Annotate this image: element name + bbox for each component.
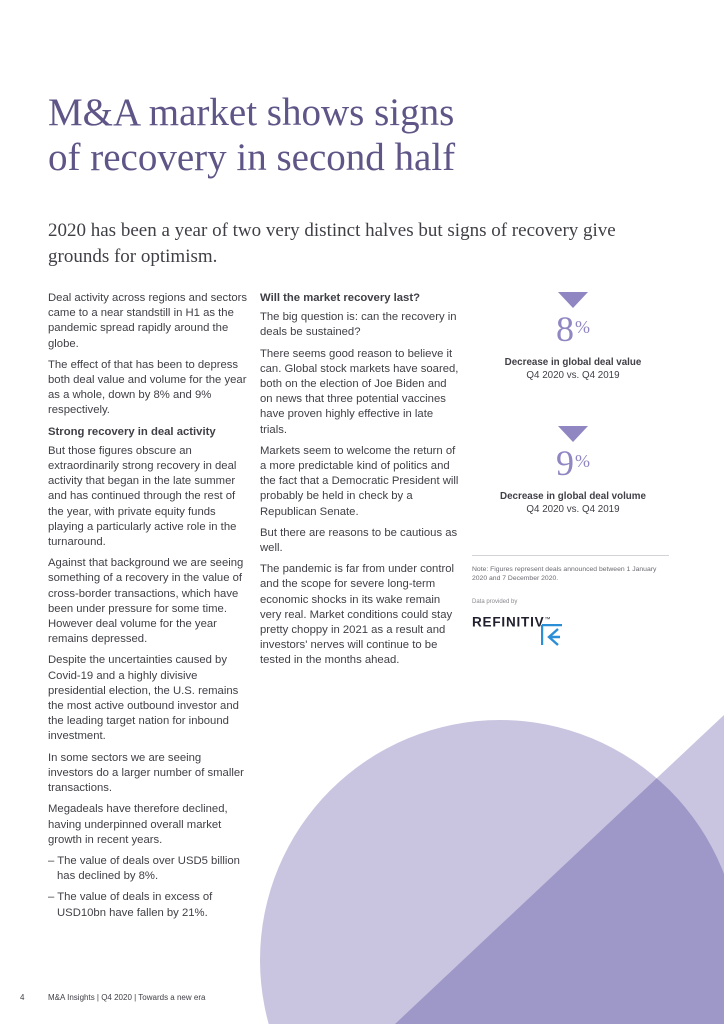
page-subtitle: 2020 has been a year of two very distinct halves but signs of recovery give grounds for optimism. bbox=[48, 220, 616, 267]
paragraph: The pandemic is far from under control and the scope for severe long-term economic shocks in its wake remain very real. Market conditions could stay pretty choppy in 2021 as a result and investors' nerves will continue to be tested in the months ahead. bbox=[260, 563, 455, 667]
stat-unit: % bbox=[575, 317, 590, 337]
paragraph: Despite the uncertainties caused by Covid-19 and a highly divisive presidential election, the U.S. remains the most active outbound investor and the leading target nation for inbound investment. bbox=[48, 654, 239, 743]
paragraph: Markets seem to welcome the return of a more predictable kind of politics and the fact that a Democratic President will probably be held in check by a Republican Senate. bbox=[260, 444, 459, 518]
down-triangle-icon bbox=[558, 292, 588, 308]
paragraph: The big question is: can the recovery in deals be sustained? bbox=[260, 311, 457, 339]
stat-label: Decrease in global deal value bbox=[504, 357, 642, 368]
data-note: Note: Figures represent deals announced between 1 January 2020 and 7 December 2020. bbox=[472, 566, 657, 582]
paragraph: But there are reasons to be cautious as well. bbox=[260, 526, 458, 555]
page-number: 4 bbox=[20, 993, 25, 1002]
stat-label: Decrease in global deal volume bbox=[500, 491, 646, 502]
stat-comparison: Q4 2020 vs. Q4 2019 bbox=[526, 370, 620, 381]
stat-comparison: Q4 2020 vs. Q4 2019 bbox=[526, 504, 620, 515]
paragraph: But those figures obscure an extraordinarily strong recovery in deal activity that began in the late summer and has continued through the rest of the year, with private equity funds playing a particularly active role in the turnaround. bbox=[48, 444, 237, 549]
paragraph: There seems good reason to believe it can. Global stock markets have soared, both on the election of Joe Biden and on news that three potential vaccines have proven highly effective in late trials. bbox=[260, 347, 459, 436]
stat-deal-value bbox=[478, 292, 668, 382]
stat-value: 9 bbox=[556, 443, 574, 483]
paragraph: Deal activity across regions and sectors came to a near standstill in H1 as the pandemic spread rapidly around the globe. bbox=[48, 292, 248, 350]
refinitiv-logo-text bbox=[472, 612, 551, 631]
stat-figure bbox=[478, 443, 668, 483]
note-divider bbox=[472, 555, 669, 556]
section-heading: Strong recovery in deal activity bbox=[48, 425, 216, 438]
footer-text: M&A Insights | Q4 2020 | Towards a new era bbox=[48, 993, 206, 1002]
bullet-item: – The value of deals in excess of USD10bn have fallen by 21%. bbox=[48, 891, 213, 919]
page-title-line-1: M&A market shows signs bbox=[48, 91, 455, 134]
page-title bbox=[48, 90, 455, 180]
section-heading: Will the market recovery last? bbox=[260, 292, 421, 304]
stat-deal-volume bbox=[478, 426, 668, 516]
refinitiv-logo-icon bbox=[541, 624, 563, 646]
page-title-line-2: of recovery in second half bbox=[48, 136, 456, 179]
bullet-item: – The value of deals over USD5 billion has declined by 8%. bbox=[48, 854, 240, 883]
down-triangle-icon bbox=[558, 426, 588, 442]
article-column-left bbox=[48, 291, 248, 927]
brand-name: REFINITIV bbox=[472, 614, 545, 630]
trademark-mark: ™ bbox=[544, 617, 552, 623]
paragraph: Megadeals have therefore declined, having underpinned overall market growth in recent years. bbox=[48, 803, 228, 846]
stat-unit: % bbox=[575, 451, 590, 471]
paragraph: The effect of that has been to depress both deal value and volume for the year as a whole, down by 8% and 9% respectively. bbox=[48, 358, 247, 417]
article-column-middle bbox=[260, 291, 460, 675]
paragraph: Against that background we are seeing something of a recovery in the value of cross-border transactions, which have been under pressure for some time. However deal volume for the year remains depressed. bbox=[48, 557, 244, 646]
data-provided-by: Data provided by bbox=[472, 599, 518, 605]
stat-figure bbox=[478, 309, 668, 349]
stat-value: 8 bbox=[556, 309, 574, 349]
paragraph: In some sectors we are seeing investors do a larger number of smaller transactions. bbox=[48, 751, 244, 795]
